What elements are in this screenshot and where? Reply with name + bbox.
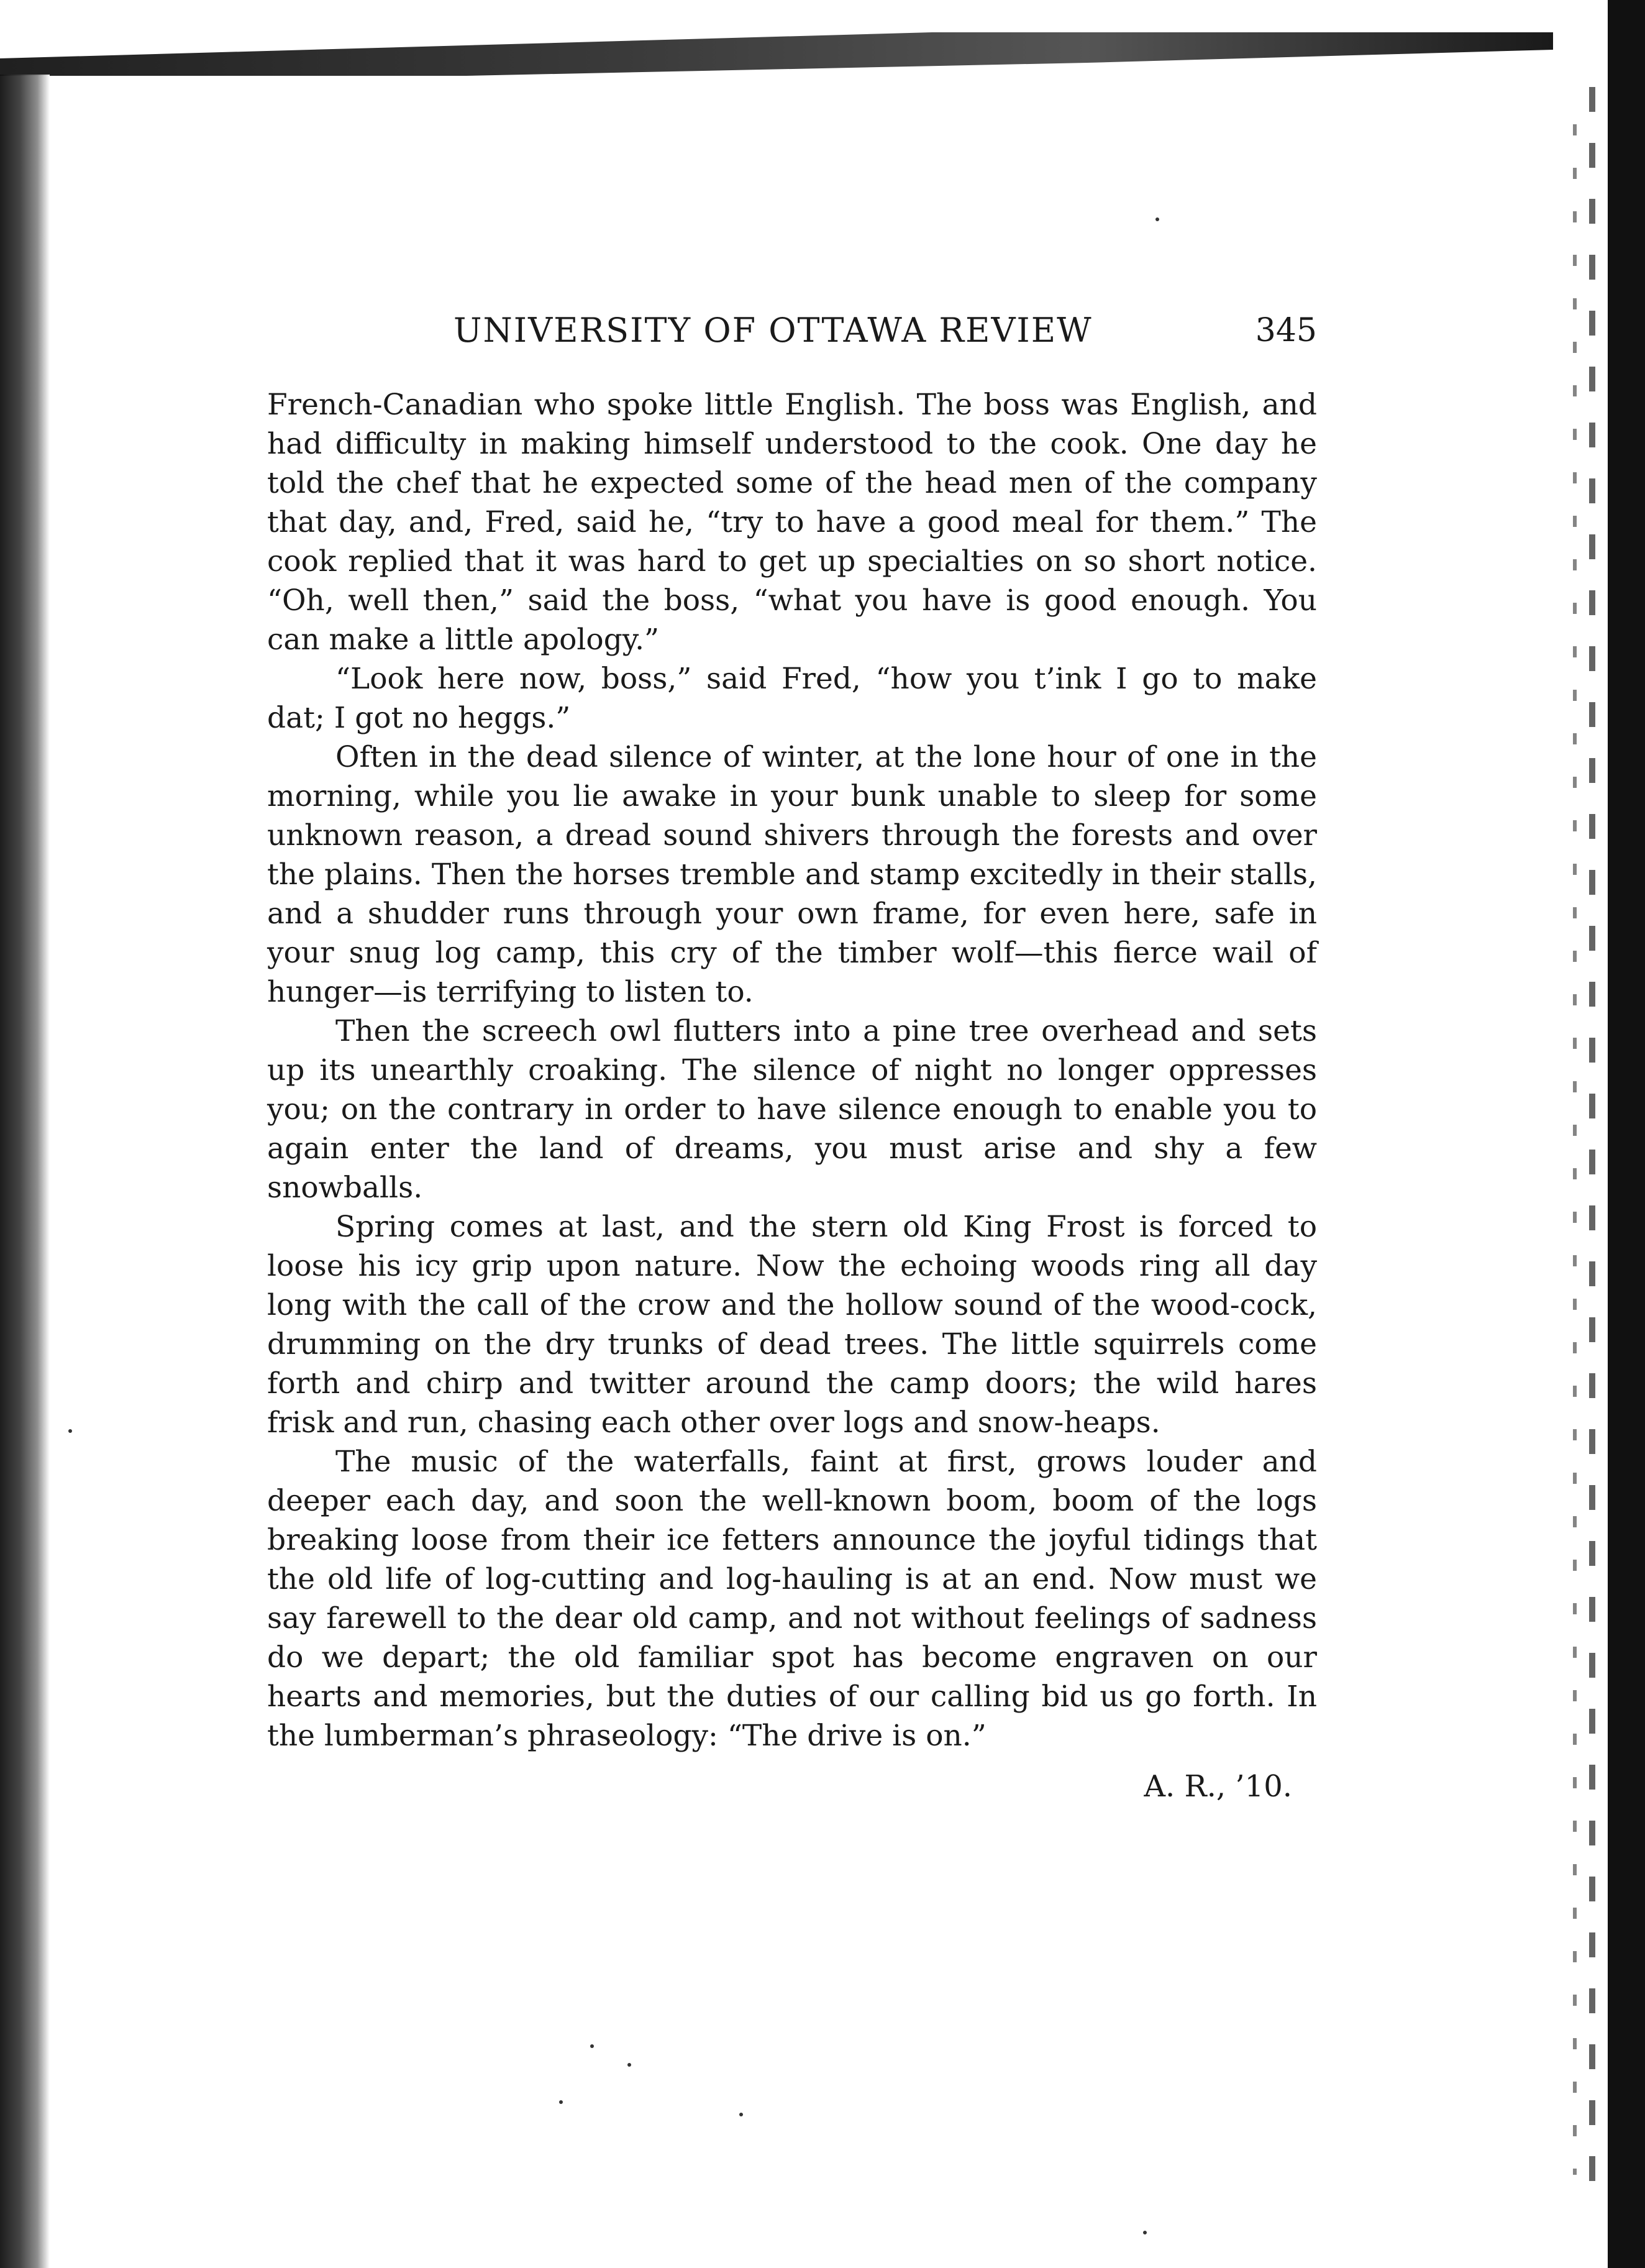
paragraph: The music of the waterfalls, faint at first, grows louder and deeper each day, and soon the well-known boom, boom of the logs breaking loose from their ice fetters announce the joyful tidings that the old life of log-cutting and log-hauling is at an end. Now must we say farewell to the dear old camp, and not without feelings of sadness do we depart; the old familiar spot has become engraven on our hearts and memories, but the duties of our calling bid us go forth. In the lumberman’s phraseology: “The drive is on.” — [267, 1445, 1317, 1753]
page-content — [267, 311, 1317, 1804]
scan-speck — [68, 1429, 72, 1433]
page-header — [267, 311, 1317, 360]
scan-left-edge — [0, 75, 50, 2268]
paragraph: “Look here now, boss,” said Fred, “how you t’ink I go to make dat; I got no heggs.” — [267, 662, 1317, 735]
scan-speck — [1143, 2231, 1147, 2234]
paragraph: French-Canadian who spoke little English. The boss was English, and had difficulty in making himself understood to the cook. One day he told the chef that he expected some of the head men of the company that day, and, Fred, said he, “try to have a good meal for them.” The cook replied that it was hard to get up specialties on so short notice. “Oh, well then,” said the boss, “what you have is good enough. You can make a little apology.” — [267, 388, 1317, 657]
author-signature: A. R., ’10. — [1144, 1769, 1292, 1804]
scan-binding-marks-secondary — [1573, 124, 1577, 2175]
paragraph: Spring comes at last, and the stern old King Frost is forced to loose his icy grip upon nature. Now the echoing woods ring all day long with the call of the crow and the hollow sound of the wood-cock, drumming on the dry trunks of dead trees. The little squirrels come forth and chirp and twitter around the camp doors; the wild hares frisk and run, chasing each other over logs and snow-heaps. — [267, 1210, 1317, 1440]
running-head: UNIVERSITY OF OTTAWA REVIEW — [453, 311, 1093, 350]
scan-binding-marks — [1589, 87, 1595, 2200]
scan-binding-edge — [1608, 0, 1645, 2268]
scan-speck — [1155, 217, 1159, 221]
scan-speck — [590, 2044, 594, 2048]
body-text — [267, 385, 1317, 1755]
scan-speck — [559, 2100, 563, 2104]
paragraph: Then the screech owl flutters into a pine tree overhead and sets up its unearthly croaking. The silence of night no longer oppresses you; on the contrary in order to have silence enough to enable you to again enter the land of dreams, you must arise and shy a few snowballs. — [267, 1014, 1317, 1205]
scan-speck — [739, 2113, 743, 2116]
scan-speck — [627, 2063, 631, 2067]
paragraph: Often in the dead silence of winter, at the lone hour of one in the morning, while you lie awake in your bunk unable to sleep for some unknown reason, a dread sound shivers through the forests and over the plains. Then the horses tremble and stamp excitedly in their stalls, and a shudder runs through your own frame, for even here, safe in your snug log camp, this cry of the timber wolf—this fierce wail of hunger—is terrifying to listen to. — [267, 740, 1317, 1009]
page-number: 345 — [1255, 312, 1317, 349]
